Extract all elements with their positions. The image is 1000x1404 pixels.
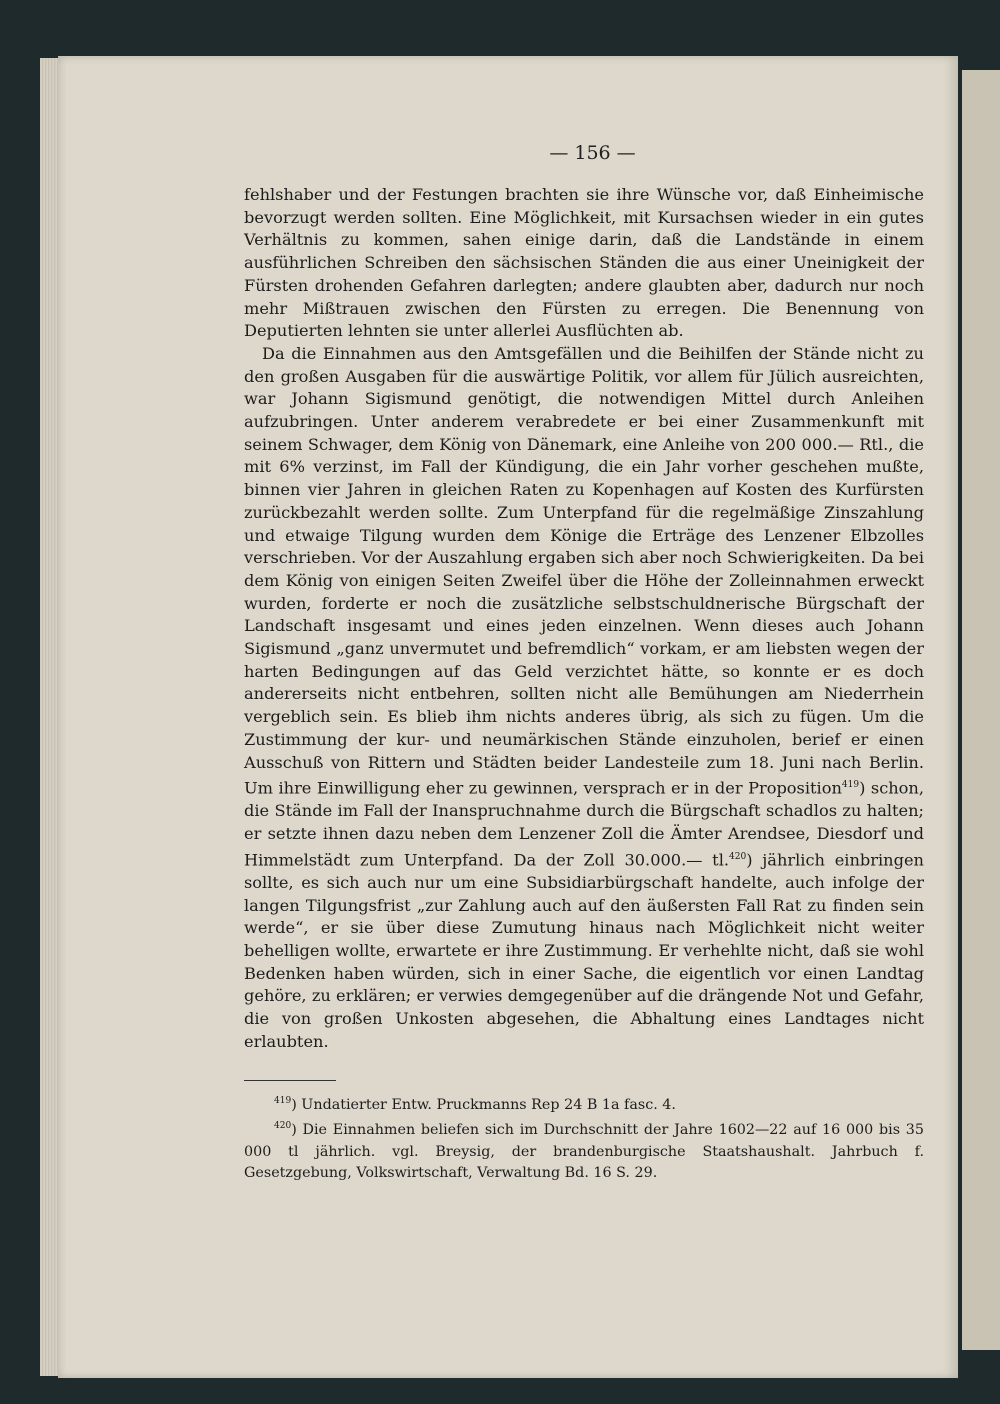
footnote [244,1116,924,1184]
footnotes [244,1091,924,1185]
footnote-text: ) Die Einnahmen beliefen sich im Durchschnitt der Jahre 1602—22 auf 16 000 bis 35 000 tl jährlich. vgl. Breysig, der brandenburgische Staatshaushalt. Jahrbuch f. Gesetzgebung, Volkswirtschaft, Verwaltung Bd. 16 S. 29. [244,1122,924,1182]
footnote-number: 419 [274,1096,292,1106]
paragraph [244,343,924,1054]
page-number: — 156 — [549,142,636,164]
page-edge-stack [40,58,60,1376]
paragraph: fehlshaber und der Festungen brachten sie ihre Wünsche vor, daß Einheimische bevorzugt werden sollten. Eine Möglichkeit, mit Kursachsen wieder in ein gutes Verhältnis zu kommen, sahen einige darin, daß die Landstände in einem ausführlichen Schreiben den sächsischen Ständen die aus einer Uneinigkeit der Fürsten drohenden Gefahren darlegten; andere glaubten aber, dadurch nur noch mehr Mißtrauen zwischen den Fürsten zu erregen. Die Benennung von Deputierten lehnten sie unter allerlei Ausflüchten ab. [244,185,924,341]
paragraph-segment: Da die Einnahmen aus den Amtsgefällen und die Beihilfen der Stände nicht zu den großen Ausgaben für die auswärtige Politik, vor allem für Jülich ausreichten, war Johann Sigismund genötigt, die notwendigen Mittel durch Anleihen aufzubringen. Unter anderem verabredete er bei einer Zusammenkunft mit seinem Schwager, dem König von Dänemark, eine Anleihe von 200 000.— Rtl., die mit 6% verzinst, im Fall der Kündigung, die ein Jahr vorher geschehen mußte, binnen vier Jahren in gleichen Raten zu Kopenhagen auf Kosten des Kurfürsten zurückbezahlt werden sollte. Zum Unterpfand für die regelmäßige Zinszahlung und etwaige Tilgung wurden dem Könige die Erträge des Lenzener Elbzolles verschrieben. Vor der Auszahlung ergaben sich aber noch Schwierigkeiten. Da bei dem König von einigen Seiten Zweifel über die Höhe der Zolleinnahmen erweckt wurden, forderte er noch die zusätzliche selbstschuldnerische Bürgschaft der Landschaft insgesamt und eines jeden einzelnen. Wenn dieses auch Johann Sigismund „ganz unvermutet und befremdlich“ vorkam, er am liebsten wegen der harten Bedingungen auf das Geld verzichtet hätte, so konnte er es doch andererseits nicht entbehren, sollten nicht alle Bemühungen am Niederrhein vergeblich sein. Es blieb ihm nichts anderes übrig, als sich zu fügen. Um die Zustimmung der kur- und neumärkischen Stände einzuholen, berief er einen Ausschuß von Rittern und Städten beider Landesteile zum 18. Juni nach Berlin. Um ihre Einwilligung eher zu gewinnen, versprach er in der Proposition [244,343,924,798]
footnote [244,1091,924,1116]
footnote-ref: 420 [729,851,747,862]
footnote-divider [244,1080,336,1081]
footnote-ref: 419 [841,780,860,791]
footnote-number: 420 [274,1121,292,1132]
facing-page-edge [962,70,1000,1350]
main-text [244,184,924,1054]
footnote-text: ) Undatierter Entw. Pruckmanns Rep 24 B 1a fasc. 4. [291,1096,676,1113]
paragraph-segment: ) schon, die Stände im Fall der Inanspruchnahme durch die Bürgschaft schadlos zu halten; er setzte ihnen dazu neben dem Lenzener Zoll die Ämter Arendsee, Diesdorf und Himmelstädt zum Unterpfand. Da der Zoll 30.000.— tl. [244,778,924,870]
paragraph-segment: ) jährlich einbringen sollte, es sich auch nur um eine Subsidiarbürgschaft handelte, auch infolge der langen Tilgungsfrist „zur Zahlung auch auf den äußersten Fall Rat zu finden sein werde“, er sie über diese Zumutung hinaus nach Möglichkeit nicht weiter behelligen wollte, erwartete er ihre Zustimmung. Er verhehlte nicht, daß sie wohl Bedenken haben würden, sich in einer Sache, die eigentlich vor einen Landtag gehöre, zu erklären; er verwies demgegenüber auf die drängende Not und Gefahr, die von großen Unkosten abgesehen, die Abhaltung eines Landtages nicht erlaubten. [244,850,924,1051]
